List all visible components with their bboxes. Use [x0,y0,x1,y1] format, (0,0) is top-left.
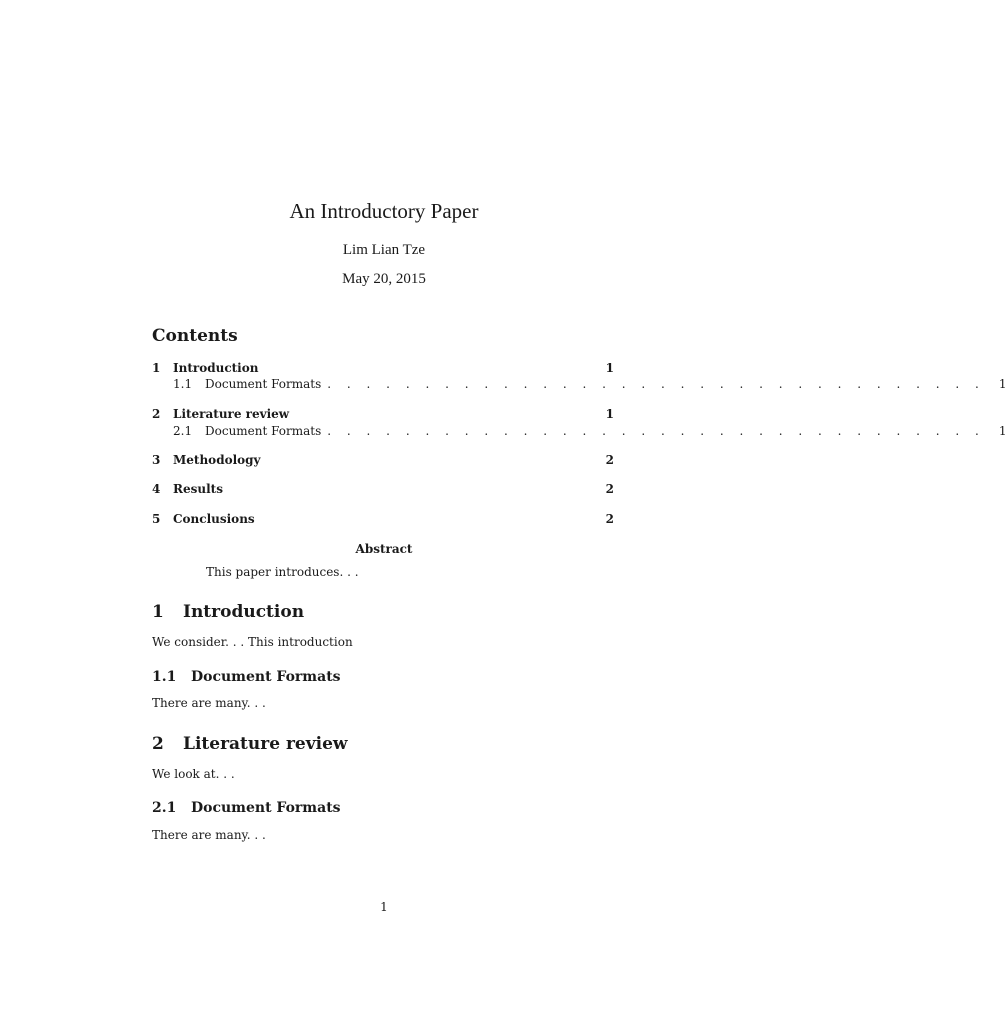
section-heading-introduction [152,602,304,622]
toc-entry-page: 1 [998,377,1007,391]
toc-entry-title: Document Formats [205,377,322,391]
toc-entry-page: 2 [605,453,614,467]
toc-entry-title: Literature review [173,407,290,421]
toc-entry-number: 2.1 [173,424,193,438]
section-title: Literature review [183,734,348,754]
toc-entry-results[interactable] [152,482,614,498]
toc-entry-title: Conclusions [173,512,255,526]
paper-author: Lim Lian Tze [342,242,426,258]
section-heading-literature-review [152,734,348,754]
toc-entry-title: Document Formats [205,424,322,438]
contents-heading: Contents [152,326,238,346]
paper-title: An Introductory Paper [289,199,479,223]
subsection-number: 2.1 [152,800,177,816]
toc-entry-document-formats-1[interactable] [152,377,1007,393]
toc-dot-leader: . . . . . . . . . . . . . . . . . . . . . . . . . . . . . . . . . . [327,424,985,438]
subsection-body-text: There are many. . . [152,828,266,842]
toc-dot-leader: . . . . . . . . . . . . . . . . . . . . . . . . . . . . . . . . . . [327,377,985,391]
toc-entry-page: 2 [605,482,614,496]
subsection-heading-document-formats-1 [152,669,341,685]
subsection-title: Document Formats [191,669,341,685]
toc-entry-title: Results [173,482,223,496]
toc-entry-number: 3 [152,453,161,467]
paper-date: May 20, 2015 [342,271,426,287]
toc-entry-methodology[interactable] [152,453,614,469]
toc-entry-introduction[interactable] [152,361,614,377]
subsection-number: 1.1 [152,669,177,685]
toc-entry-number: 1.1 [173,377,193,391]
abstract-heading: Abstract [355,542,413,556]
toc-entry-title: Methodology [173,453,261,467]
toc-entry-literature-review[interactable] [152,407,614,423]
toc-entry-page: 1 [605,407,614,421]
toc-entry-number: 2 [152,407,161,421]
section-body-text: We look at. . . [152,767,235,781]
section-number: 1 [152,602,164,622]
toc-entry-page: 1 [605,361,614,375]
toc-entry-document-formats-2[interactable] [152,424,1007,440]
page-number: 1 [380,900,388,914]
toc-entry-title: Introduction [173,361,259,375]
toc-entry-number: 1 [152,361,161,375]
toc-entry-conclusions[interactable] [152,512,614,528]
toc-entry-number: 4 [152,482,161,496]
subsection-heading-document-formats-2 [152,800,341,816]
toc-entry-number: 5 [152,512,161,526]
section-body-text: We consider. . . This introduction [152,635,353,649]
subsection-title: Document Formats [191,800,341,816]
section-number: 2 [152,734,164,754]
section-title: Introduction [183,602,305,622]
toc-entry-page: 2 [605,512,614,526]
abstract-text: This paper introduces. . . [206,565,359,579]
subsection-body-text: There are many. . . [152,696,266,710]
toc-entry-page: 1 [998,424,1007,438]
